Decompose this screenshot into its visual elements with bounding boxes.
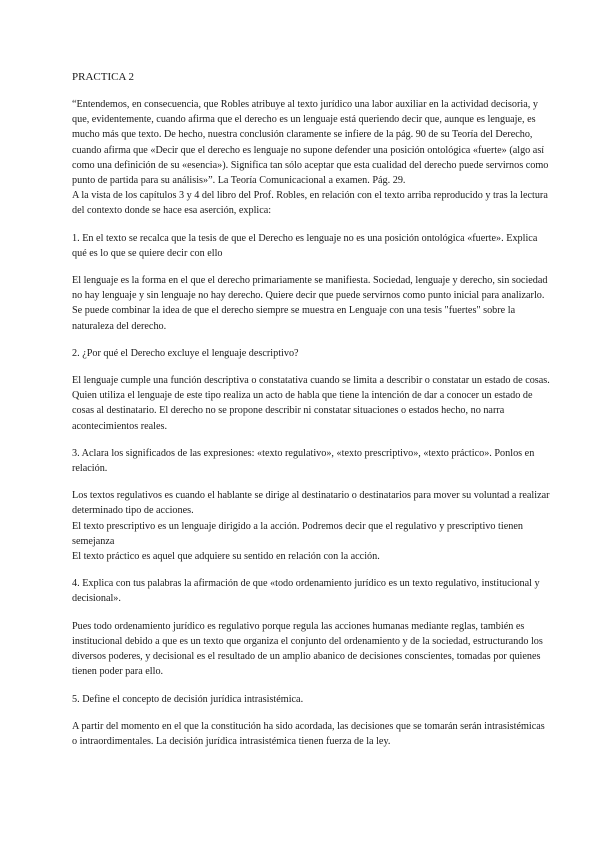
question-2: 2. ¿Por qué el Derecho excluye el lenguaje descriptivo? (72, 347, 299, 359)
answer-5: A partir del momento en el que la constitución ha sido acordada, las decisiones que se tomarán serán intrasistémicas o intraordimentales. La decisión jurídica intrasistémica tienen fuerza de la ley. (72, 720, 545, 747)
question-5: 5. Define el concepto de decisión jurídica intrasistémica. (72, 693, 304, 705)
question-1: 1. En el texto se recalca que la tesis de que el Derecho es lenguaje no es una posición ontológica «fuerte». Explica qué es lo que se quiere decir con ello (72, 232, 538, 259)
answer-3-regulativo: Los textos regulativos es cuando el hablante se dirige al destinatario o destinatarios para mover su voluntad a realizar determinado tipo de acciones. (72, 490, 550, 517)
quote-paragraph: “Entendemos, en consecuencia, que Robles atribuye al texto jurídico una labor auxiliar en la actividad decisoria, y que, evidentemente, cuando afirma que el derecho es un lenguaje está queriendo decir que, aunque es lenguaje, es mucho más que texto. De hecho, nuestra conclusión claramente se infiere de la pág. 90 de su Teoría del Derecho, cuando afirma que «Decir que el derecho es lenguaje no supone defender una posición ontológica «fuerte» (algo así como una definición de su «esencia»). Significa tan sólo aceptar que esta cualidad del derecho puede servirnos como punto de partida para su análisis»”. La Teoría Comunicacional a examen. Pág. 29. (72, 99, 549, 187)
answer-3-practico: El texto práctico es aquel que adquiere su sentido en relación con la acción. (72, 551, 380, 563)
intro-paragraph: A la vista de los capítulos 3 y 4 del libro del Prof. Robles, en relación con el texto arriba reproducido y tras la lectura del contexto donde se hace esa aserción, explica: (72, 190, 548, 217)
answer-1: El lenguaje es la forma en el que el derecho primariamente se manifiesta. Sociedad, lenguaje y derecho, sin sociedad no hay lenguaje y sin lenguaje no hay derecho. Quiere decir que puede servirnos como punto inicial para analizarlo. Se puede combinar la idea de que el derecho siempre se muestra en Lenguaje con una tesis "fuertes" sobre la naturaleza del derecho. (72, 275, 548, 332)
answer-2: El lenguaje cumple una función descriptiva o constatativa cuando se limita a describir o constatar un estado de cosas. Quien utiliza el lenguaje de este tipo realiza un acto de habla que tiene la intención de dar a conocer un estado de cosas al destinatario. El derecho no se propone describir ni constatar situaciones o estados hecho, no narra acontecimientos reales. (72, 375, 550, 432)
answer-4: Pues todo ordenamiento jurídico es regulativo porque regula las acciones humanas mediante reglas, también es institucional debido a que es un texto que organiza el conjunto del ordenamiento y de la sociedad, estructurando los diversos poderes, y decisional es el resultado de un amplio abanico de decisiones conscientes, tomadas por quienes tienen poder para ello. (72, 620, 543, 678)
page-title: PRACTICA 2 (72, 71, 135, 83)
question-3: 3. Aclara los significados de las expresiones: «texto regulativo», «texto prescriptivo», «texto práctico». Ponlos en relación. (72, 447, 535, 475)
answer-3-prescriptivo: El texto prescriptivo es un lenguaje dirigido a la acción. Podremos decir que el regulativo y prescriptivo tienen semejanza (72, 520, 523, 547)
question-4: 4. Explica con tus palabras la afirmación de que «todo ordenamiento jurídico es un texto regulativo, institucional y decisional». (72, 578, 540, 605)
